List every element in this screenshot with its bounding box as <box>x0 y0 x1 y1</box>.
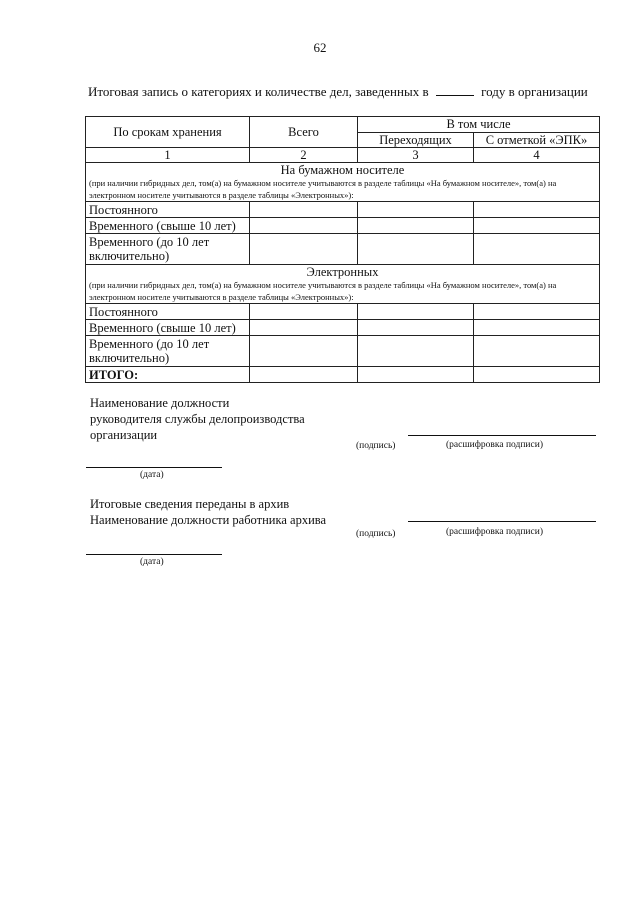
sig2-line-1: Итоговые сведения переданы в архив <box>90 497 290 511</box>
column-numbers-row <box>86 148 600 163</box>
row-label: Постоянного <box>86 304 250 320</box>
table-row <box>86 336 600 367</box>
row-label: Временного (свыше 10 лет) <box>86 320 250 336</box>
sig1-position-line-1: Наименование должности <box>90 396 230 410</box>
table-row <box>86 202 600 218</box>
column-number-4: 4 <box>474 148 600 163</box>
sig1-signature-line <box>408 435 596 436</box>
sig2-line-2: Наименование должности работника архива <box>90 513 327 527</box>
sig2-decode-label: (расшифровка подписи) <box>446 527 543 537</box>
sig1-decode-label: (расшифровка подписи) <box>446 440 543 450</box>
electronic-section-cell <box>86 265 600 304</box>
sig1-signature-label: (подпись) <box>356 441 396 451</box>
cell-epk <box>474 336 600 367</box>
paper-section-cell <box>86 163 600 202</box>
paper-section-header <box>86 163 600 202</box>
sig2-date-line <box>86 554 222 555</box>
cell-transferring <box>358 304 474 320</box>
title-text-after: году в организации <box>481 84 588 99</box>
sig1-date-line <box>86 467 222 468</box>
header-total: Всего <box>250 117 358 148</box>
cell-transferring <box>358 367 474 383</box>
title-text-before: Итоговая запись о категориях и количестве дел, заведенных в <box>88 84 429 99</box>
sig2-date-label: (дата) <box>140 557 164 567</box>
column-number-3: 3 <box>358 148 474 163</box>
row-label: Временного (до 10 лет включительно) <box>86 336 250 367</box>
year-blank-line <box>436 95 474 96</box>
column-number-2: 2 <box>250 148 358 163</box>
column-number-1: 1 <box>86 148 250 163</box>
page-number: 62 <box>313 40 327 55</box>
electronic-section-header <box>86 265 600 304</box>
paper-section-note: (при наличии гибридных дел, том(а) на бумажном носителе учитываются в разделе таблицы «На бумажном носителе», том(а) на электронном носителе учитываются в разделе таблицы «Электронных»): <box>89 178 557 200</box>
electronic-section-note: (при наличии гибридных дел, том(а) на бумажном носителе учитываются в разделе таблицы «На бумажном носителе», том(а) на электронном носителе учитываются в разделе таблицы «Электронных»): <box>89 280 557 302</box>
table-row <box>86 234 600 265</box>
sig1-position-line-2: руководителя службы делопроизводства <box>90 412 305 426</box>
table-row <box>86 320 600 336</box>
cell-transferring <box>358 218 474 234</box>
cell-total <box>250 218 358 234</box>
cell-total <box>250 336 358 367</box>
cell-transferring <box>358 202 474 218</box>
row-label: Постоянного <box>86 202 250 218</box>
total-label: ИТОГО: <box>86 367 250 383</box>
cell-total <box>250 367 358 383</box>
cell-transferring <box>358 320 474 336</box>
total-row <box>86 367 600 383</box>
sig2-signature-line <box>408 521 596 522</box>
cell-epk <box>474 218 600 234</box>
form-title <box>88 84 588 100</box>
paper-section-title: На бумажном носителе <box>280 163 405 177</box>
cell-total <box>250 320 358 336</box>
cell-total <box>250 304 358 320</box>
sig2-signature-label: (подпись) <box>356 529 396 539</box>
cell-epk <box>474 367 600 383</box>
header-epk: С отметкой «ЭПК» <box>474 132 600 148</box>
row-label: Временного (до 10 лет включительно) <box>86 234 250 265</box>
cases-summary-table <box>85 116 600 383</box>
cell-epk <box>474 304 600 320</box>
cell-transferring <box>358 336 474 367</box>
header-storage-period: По срокам хранения <box>86 117 250 148</box>
table-row <box>86 304 600 320</box>
electronic-section-title: Электронных <box>306 265 379 279</box>
cell-epk <box>474 234 600 265</box>
table-row <box>86 218 600 234</box>
cell-total <box>250 234 358 265</box>
header-including: В том числе <box>358 117 600 133</box>
row-label: Временного (свыше 10 лет) <box>86 218 250 234</box>
header-row-1 <box>86 117 600 133</box>
cell-epk <box>474 320 600 336</box>
cell-epk <box>474 202 600 218</box>
sig1-position-line-3: организации <box>90 428 158 442</box>
cell-transferring <box>358 234 474 265</box>
cell-total <box>250 202 358 218</box>
header-transferring: Переходящих <box>358 132 474 148</box>
sig1-date-label: (дата) <box>140 470 164 480</box>
